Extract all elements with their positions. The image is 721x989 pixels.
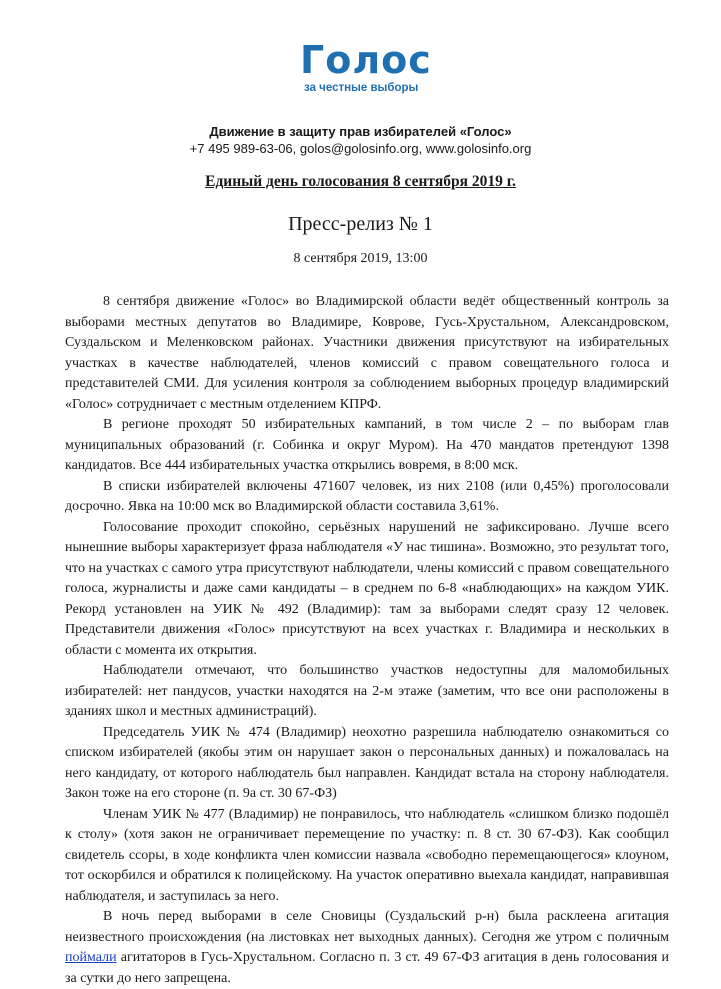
dateline: 8 сентября 2019, 13:00 — [293, 251, 428, 266]
paragraph: В списки избирателей включены 471607 человек, из них 2108 (или 0,45%) проголосовали досрочно. Явка на 10:00 мск во Владимирской области составила 3,61%. — [65, 478, 669, 514]
paragraph: Наблюдатели отмечают, что большинство участков недоступны для маломобильных избирателей: нет пандусов, участки находятся на 2-м этаже (заметим, что все они расположены в зданиях школ и местных администраций). — [65, 663, 669, 719]
logo-wordmark: Голос — [300, 38, 432, 82]
document-headline: Единый день голосования 8 сентября 2019 г. — [205, 173, 516, 190]
paragraph-with-link — [65, 907, 669, 989]
organization-contacts: +7 495 989-63-06, golos@golosinfo.org, www.golosinfo.org — [189, 141, 532, 156]
golos-logo — [300, 38, 440, 104]
organization-name: Движение в защиту прав избирателей «Голос» — [209, 124, 512, 139]
logo-tagline: за честные выборы — [304, 82, 419, 94]
paragraph-text: агитаторов в Гусь-Хрустальном. Согласно п. 3 ст. 49 67-ФЗ агитация в день голосования и за сутки до него запрещена. — [65, 950, 669, 986]
press-release-title: Пресс-релиз № 1 — [288, 213, 433, 235]
caught-link[interactable]: поймали — [65, 950, 117, 965]
paragraph: Председатель УИК № 474 (Владимир) неохотно разрешила наблюдателю ознакомиться со списком избирателей (якобы этим он нарушает закон о персональных данных) и пожаловалась на него кандидату, от которого наблюдатель был направлен. Кандидат встала на сторону наблюдателя. Закон тоже на его стороне (п. 9а ст. 30 67-ФЗ) — [65, 724, 669, 801]
paragraph-text: В ночь перед выборами в селе Сновицы (Суздальский р-н) была расклеена агитация неизвестного происхождения (на листовках нет выходных данных). Сегодня же утром с поличным — [65, 909, 669, 945]
paragraph: 8 сентября движение «Голос» во Владимирской области ведёт общественный контроль за выборами местных депутатов во Владимире, Коврове, Гусь-Хрустальном, Александровском, Суздальском и Меленковском районах. Участники движения присутствуют на избирательных участках в качестве наблюдателей, членов комиссий с правом совещательного голоса и представителей СМИ. Для усиления контроля за соблюдением выборных процедур владимирский «Голос» сотрудничает с местным отделением КПРФ. — [65, 294, 669, 412]
paragraph: Голосование проходит спокойно, серьёзных нарушений не зафиксировано. Лучше всего нынешние выборы характеризует фраза наблюдателя «У нас тишина». Возможно, это результат того, что на участках с самого утра присутствуют наблюдатели, члены комиссий с правом совещательного голоса, журналисты и даже сами кандидаты – в среднем по 6-8 «наблюдающих» на каждом УИК. Рекорд установлен на УИК № 492 (Владимир): там за выборами следят сразу 12 человек. Представители движения «Голос» присутствуют на всех участках г. Владимира и нескольких в области с момента их открытия. — [65, 519, 669, 658]
paragraph: В регионе проходят 50 избирательных кампаний, в том числе 2 – по выборам глав муниципальных образований (г. Собинка и округ Муром). На 470 мандатов претендуют 1398 кандидатов. Все 444 избирательных участка открылись вовремя, в 8:00 мск. — [65, 417, 669, 473]
paragraph: Членам УИК № 477 (Владимир) не понравилось, что наблюдатель «слишком близко подошёл к столу» (хотя закон не ограничивает перемещение по участку: п. 8 ст. 30 67-ФЗ). Как сообщил свидетель ссоры, в ходе конфликта член комиссии назвала «свободно перемещающегося» клоуном, тот оскорбился и обратился к полицейскому. На участок оперативно выехала кандидат, направившая наблюдателя, и заступилась за него. — [65, 806, 669, 904]
document-body — [65, 292, 669, 989]
